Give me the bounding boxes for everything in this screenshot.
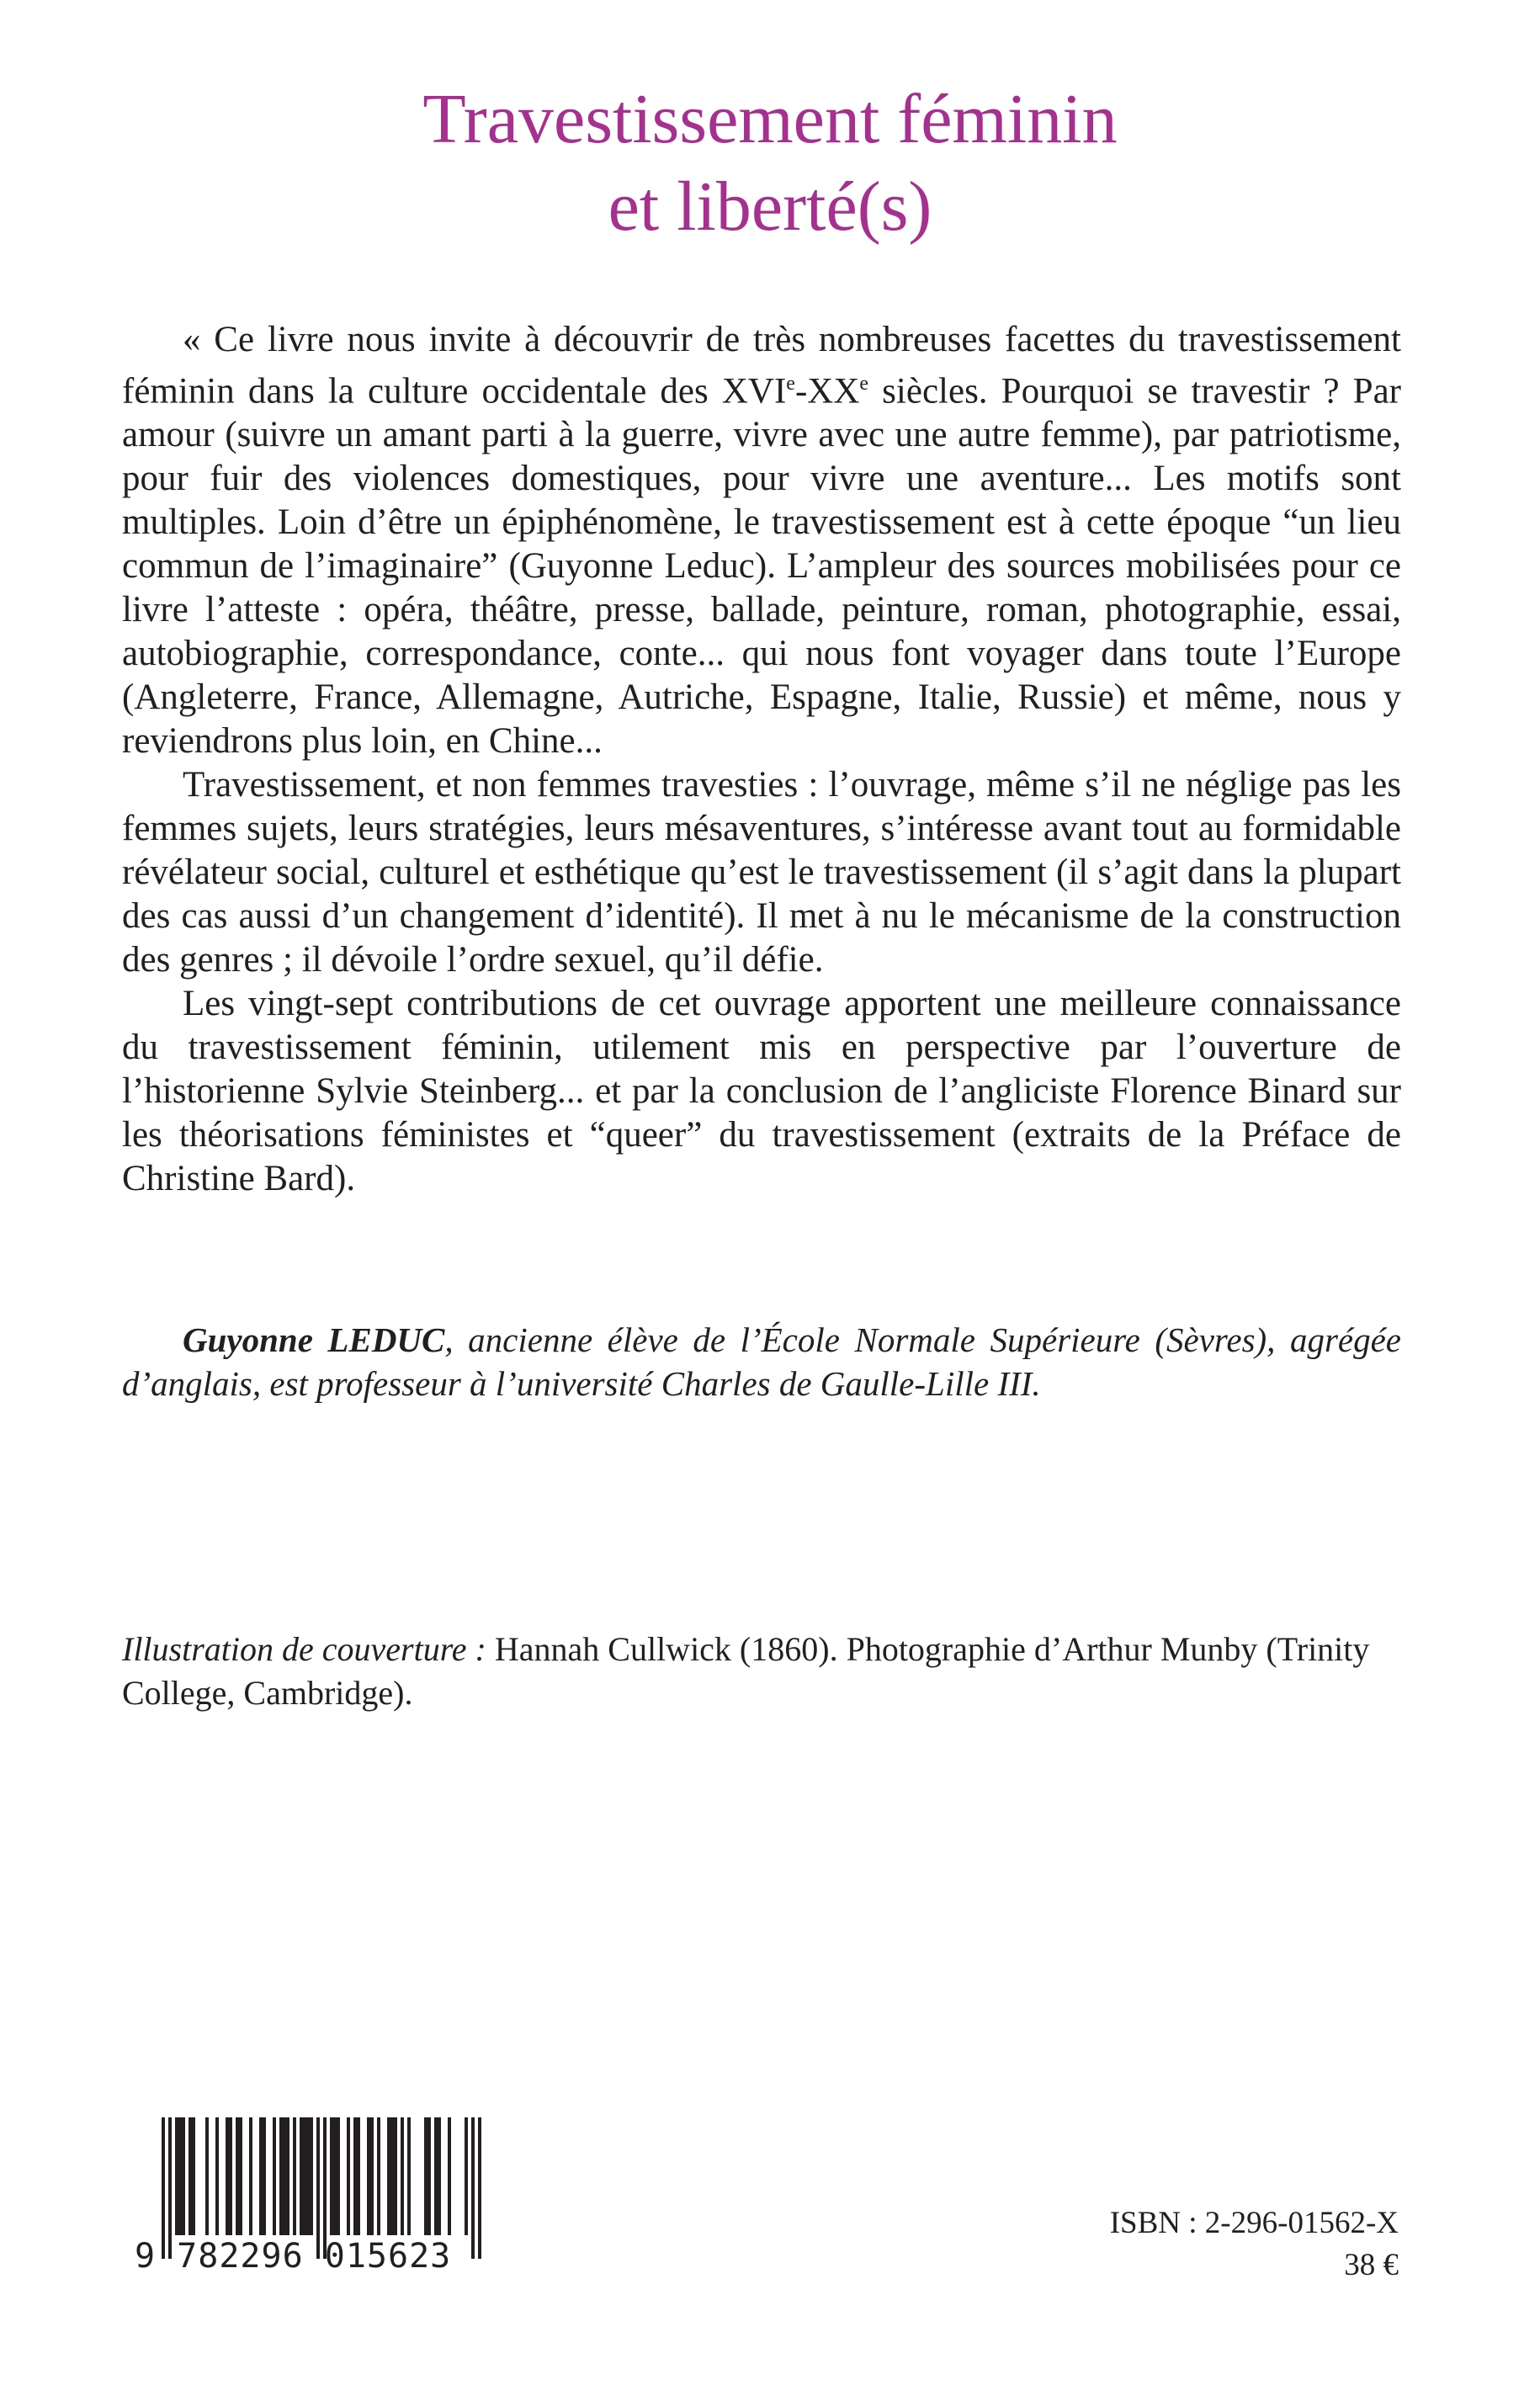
barcode-bar	[424, 2117, 427, 2235]
barcode-bar	[189, 2117, 192, 2235]
barcode-bar	[353, 2117, 357, 2235]
blurb-paragraph-2: Travestissement, et non femmes travesties : l’ouvrage, même s’il ne néglige pas les femmes sujets, leurs stratégies, leurs mésaventures, s’intéresse avant tout au formidable révélateur social, culturel et esthétique qu’est le travestissement (il s’agit dans la plupart des cas aussi d’un changement d’identité). Il met à nu le mécanisme de la construction des genres ; il dévoile l’ordre sexuel, qu’il défie.	[122, 765, 1401, 980]
book-title-line-2: et liberté(s)	[608, 167, 932, 246]
barcode-bar	[215, 2117, 219, 2235]
blurb-text: siècles. Pourquoi se travestir ? Par amour (suivre un amant parti à la guerre, vivre avec une autre femme), par patriotisme, pour fuir des violences domestiques, pour vivre une aventure... Les motifs sont multiples. Loin d’être un épiphénomène, le travestissement est à cette époque “un lieu commun de l’imaginaire” (Guyonne Leduc). L’ampleur des sources mobilisées pour ce livre l’atteste : opéra, théâtre, presse, ballade, peinture, roman, photographie, essai, autobiographie, correspondance, conte... qui nous font voyager dans toute l’Europe (Angleterre, France, Allemagne, Autriche, Espagne, Italie, Russie) et même, nous y reviendrons plus loin, en Chine...	[122, 371, 1401, 762]
barcode-bar	[394, 2117, 397, 2235]
author-name: Guyonne LEDUC	[183, 1320, 445, 1359]
barcode-bar	[333, 2117, 337, 2235]
author-bio-text: , ancienne élève de l’École Normale Supérieure (Sèvres), agrégée d’anglais, est professeur à l’université Charles de Gaulle-Lille III.	[122, 1320, 1401, 1403]
barcode-bar	[310, 2117, 313, 2235]
barcode-bar	[330, 2117, 333, 2235]
barcode-bar	[337, 2117, 340, 2235]
barcode-bar	[367, 2117, 370, 2235]
cover-credit-label: Illustration de couverture :	[122, 1630, 486, 1668]
blurb-text: -XX	[794, 371, 860, 412]
barcode-bar	[347, 2117, 350, 2235]
barcode-bar	[239, 2117, 242, 2235]
barcode-bar	[178, 2117, 182, 2235]
barcode-bar	[407, 2117, 411, 2235]
barcode-bar	[293, 2117, 296, 2235]
back-cover-blurb	[122, 318, 1401, 1201]
barcode-bar	[182, 2117, 185, 2235]
superscript-e: e	[859, 373, 869, 395]
isbn: ISBN : 2-296-01562-X	[1109, 2206, 1399, 2240]
barcode-bar	[286, 2117, 289, 2235]
barcode-bar	[438, 2117, 441, 2235]
barcode-bar	[273, 2117, 276, 2235]
blurb-paragraph-1	[122, 318, 1401, 763]
barcode-bar	[175, 2117, 178, 2235]
superscript-e: e	[786, 373, 795, 395]
author-bio	[122, 1318, 1401, 1405]
barcode-bar	[303, 2117, 306, 2235]
book-title-line-1: Travestissement féminin	[422, 80, 1118, 158]
blurb-text: « Ce livre nous invite à découvrir de très nombreuses facettes du travestissement féminin dans la culture occidentale des XVI	[122, 320, 1401, 412]
barcode-bar	[226, 2117, 229, 2235]
barcode-bar	[357, 2117, 360, 2235]
barcode-bar	[427, 2117, 431, 2235]
barcode	[135, 2117, 513, 2286]
barcode-bar	[390, 2117, 394, 2235]
barcode-digits: 9 782296 015623	[135, 2237, 452, 2276]
barcode-bar	[249, 2117, 252, 2235]
barcode-bar	[448, 2117, 451, 2235]
barcode-bar	[263, 2117, 266, 2235]
cover-credit-text: Hannah Cullwick (1860). Photographie d’Arthur Munby (Trinity College, Cambridge).	[122, 1630, 1370, 1712]
barcode-bar	[205, 2117, 209, 2235]
price: 38 €	[1344, 2248, 1399, 2282]
barcode-bar	[279, 2117, 283, 2235]
barcode-bar	[229, 2117, 232, 2235]
barcode-bar	[306, 2117, 310, 2235]
barcode-bar	[465, 2117, 468, 2235]
cover-illustration-credit	[122, 1628, 1401, 1715]
barcode-bar	[236, 2117, 239, 2235]
barcode-bar	[377, 2117, 380, 2235]
barcode-bar	[434, 2117, 438, 2235]
barcode-bar	[370, 2117, 374, 2235]
barcode-bar	[300, 2117, 303, 2235]
book-title	[0, 76, 1540, 251]
barcode-bar	[283, 2117, 286, 2235]
blurb-paragraph-3: Les vingt-sept contributions de cet ouvrage apportent une meilleure connaissance du travestissement féminin, utilement mis en perspective par l’ouverture de l’historienne Sylvie Steinberg... et par la conclusion de l’angliciste Florence Binard sur les théorisations féministes et “queer” du travestissement (extraits de la Préface de Christine Bard).	[122, 984, 1401, 1199]
barcode-bar	[401, 2117, 404, 2235]
barcode-bar	[387, 2117, 390, 2235]
barcode-bar	[259, 2117, 263, 2235]
barcode-bar	[192, 2117, 195, 2235]
